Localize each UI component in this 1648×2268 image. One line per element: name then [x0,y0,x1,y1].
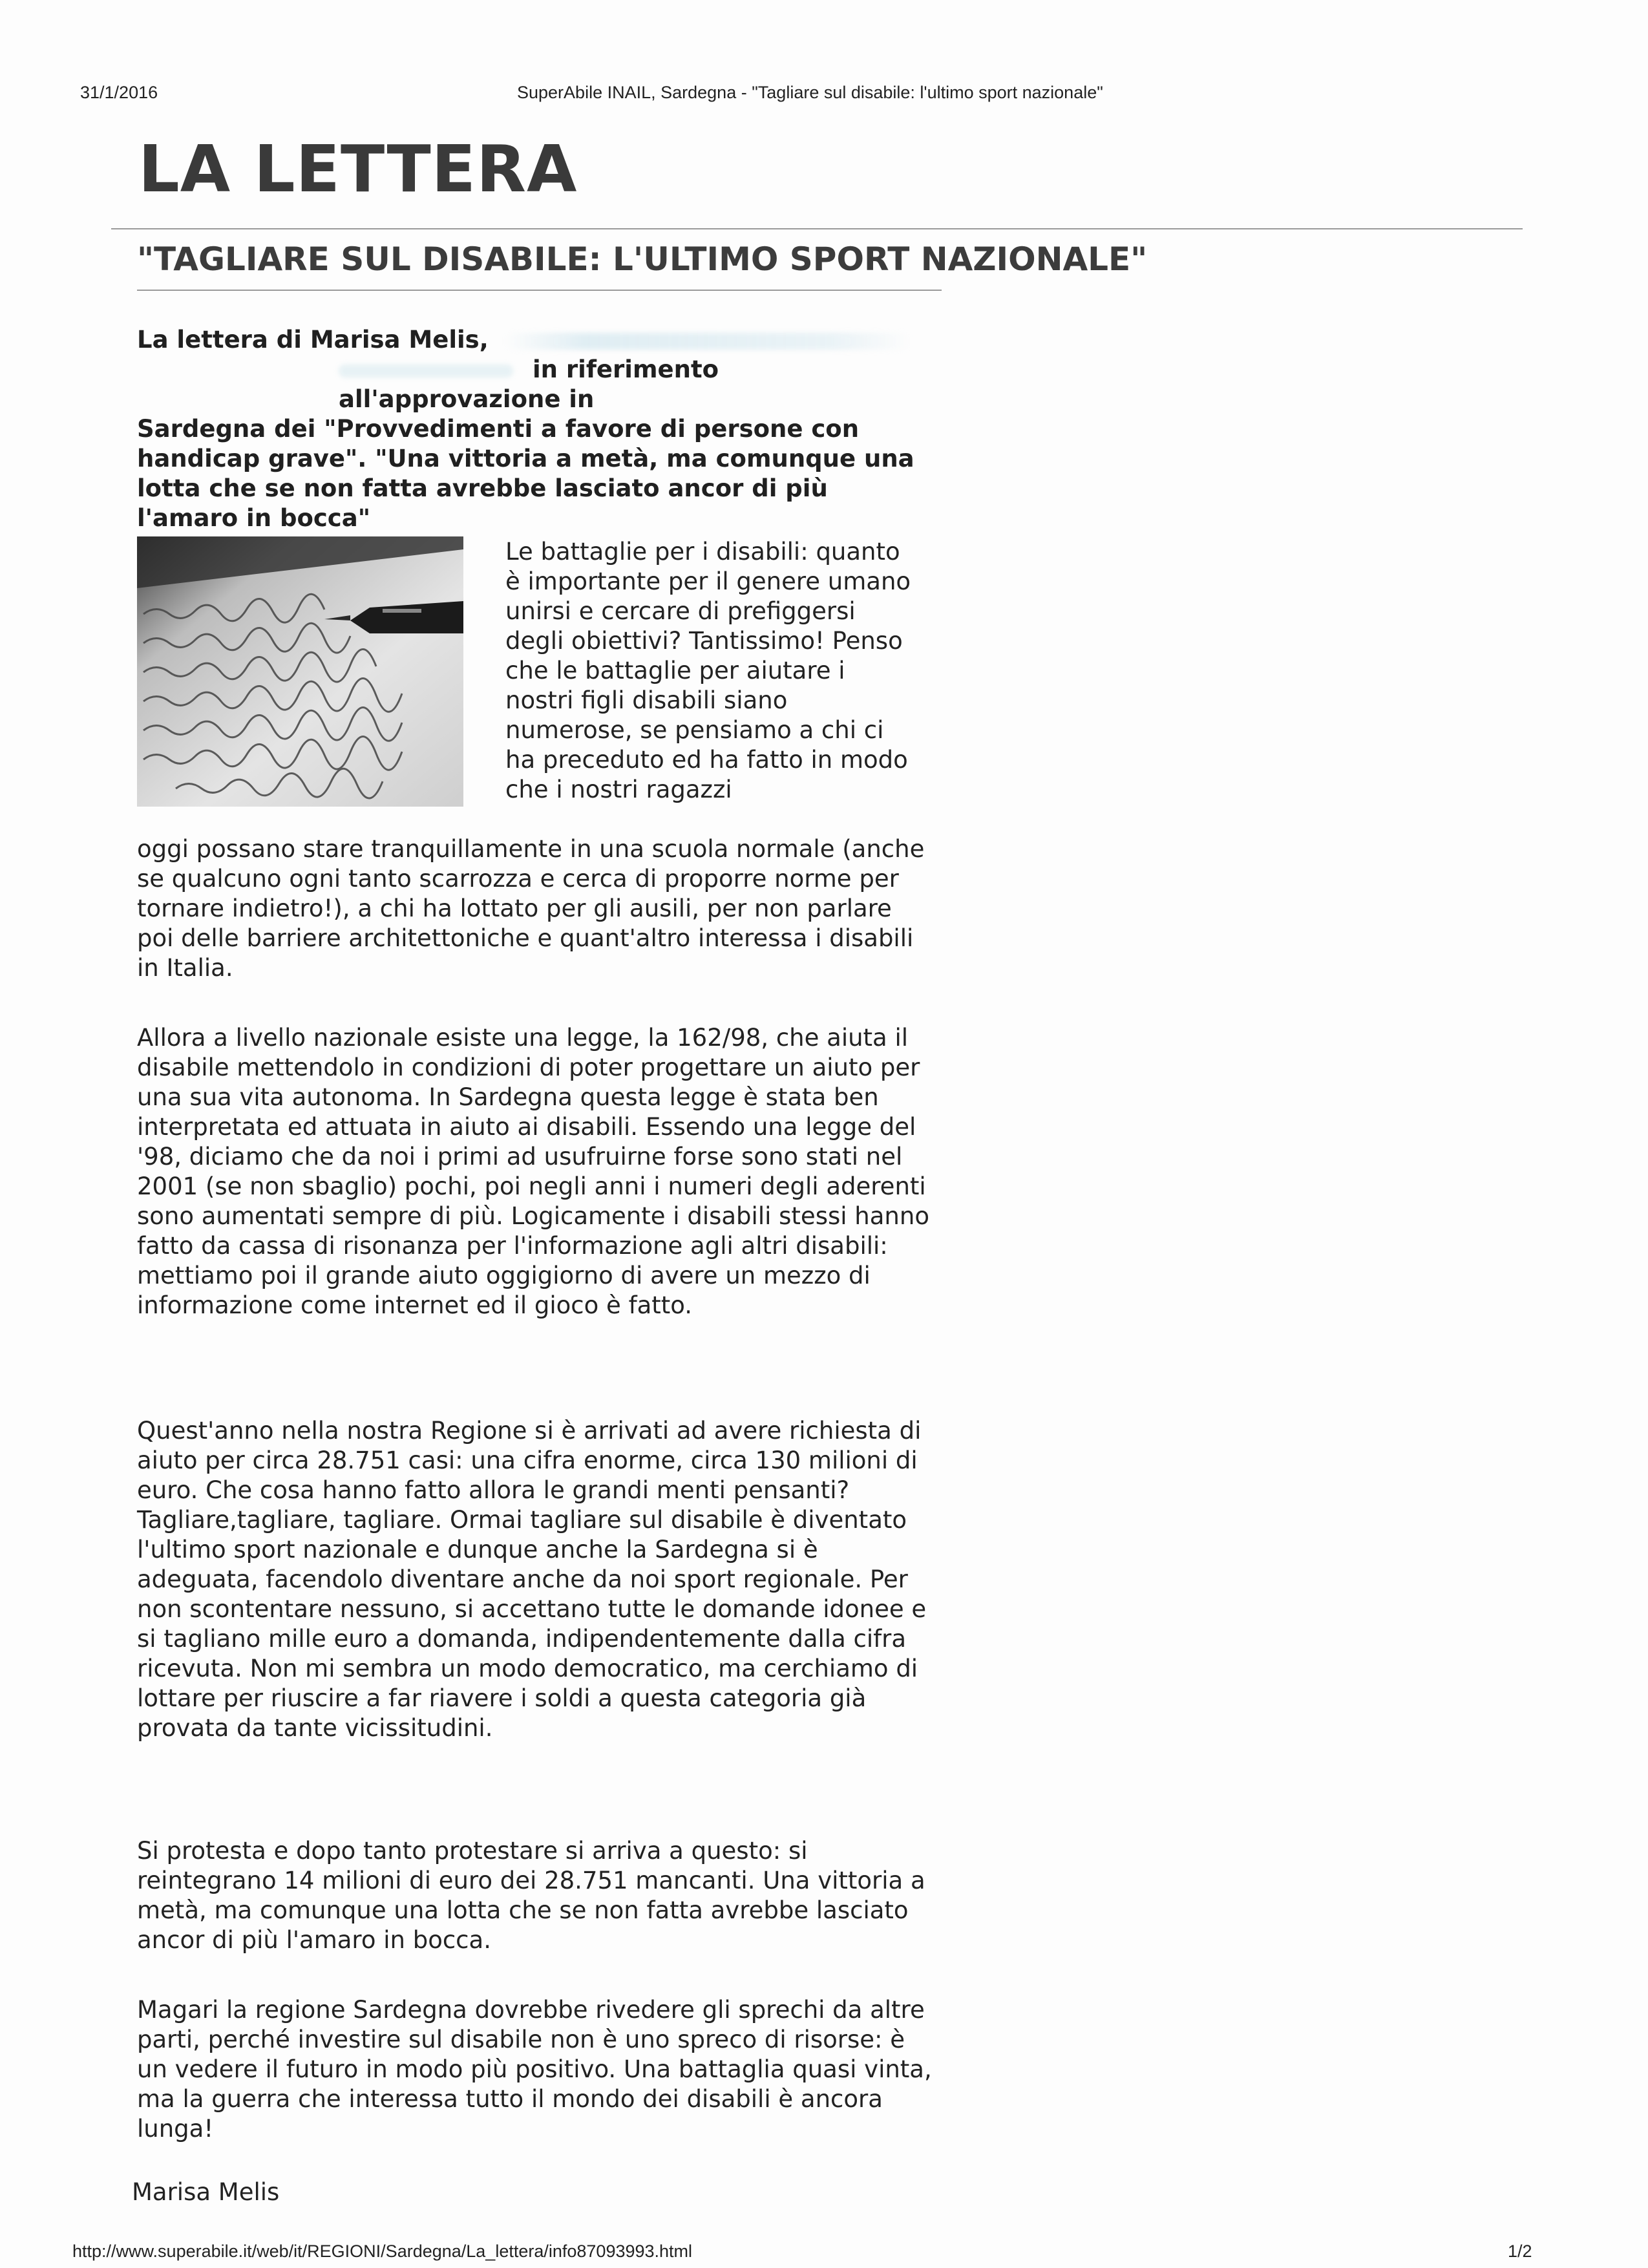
paragraph-4: Si protesta e dopo tanto protestare si arriva a questo: si reintegrano 14 milioni di euro dei 28.751 mancanti. Una vittoria a metà, ma comunque una lotta che se non fatta avrebbe lasciato ancor di più l'amaro in bocca. [137,1837,925,1954]
lead-line-1: La lettera di Marisa Melis, [137,326,489,354]
article-lead [137,325,932,533]
source-url: http://www.superabile.it/web/it/REGIONI/Sardegna/La_lettera/info87093993.html [72,2242,693,2261]
lead-line-2: in riferimento all'approvazione in [339,355,719,413]
redacted-blur [504,333,911,350]
headline-divider [137,290,942,291]
redacted-blur [339,365,513,377]
section-masthead: LA LETTERA [138,131,578,207]
paragraph-1-wrapped: Le battaglie per i disabili: quanto è importante per il genere umano unirsi e cercare di prefiggersi degli obiettivi? Tantissimo! Penso che le battaglie per aiutare i nostri figli disabili siano numerose, se pensiamo a chi ci ha preceduto ed ha fatto in modo che i nostri ragazzi [505,538,911,803]
lead-rest: Sardegna dei "Provvedimenti a favore di persone con handicap grave". "Una vittoria a metà, ma comunque una lotta che se non fatta avrebbe lasciato ancor di più l'amaro in bocca" [137,415,914,532]
paragraph-3: Quest'anno nella nostra Regione si è arrivati ad avere richiesta di aiuto per circa 28.751 casi: una cifra enorme, circa 130 milioni di euro. Che cosa hanno fatto allora le grandi menti pensanti? Tagliare,tagliare, tagliare. Ormai tagliare sul disabile è diventato l'ultimo sport nazionale e dunque anche la Sardegna si è adeguata, facendolo diventare anche da noi sport regionale. Per non scontentare nessuno, si accettano tutte le domande idonee e si tagliano mille euro a domanda, indipendentemente dalla cifra ricevuta. Non mi sembra un modo democratico, ma cerchiamo di lottare per riuscire a far riavere i soldi a questa categoria già provata da tante vicissitudini. [137,1417,927,1742]
print-date: 31/1/2016 [80,83,158,102]
article-headline: "TAGLIARE SUL DISABILE: L'ULTIMO SPORT NAZIONALE" [137,240,1148,278]
handwritten-letter-photo [137,536,463,807]
paragraph-1-continued: oggi possano stare tranquillamente in una scuola normale (anche se qualcuno ogni tanto scarrozza e cerca di proporre norme per tornare indietro!), a chi ha lottato per gli ausili, per non parlare poi delle barriere architettoniche e quant'altro interessa i disabili in Italia. [137,835,925,982]
print-page-title: SuperAbile INAIL, Sardegna - "Tagliare sul disabile: l'ultimo sport nazionale" [517,83,1103,102]
masthead-divider [111,228,1523,229]
paragraph-5: Magari la regione Sardegna dovrebbe rivedere gli sprechi da altre parti, perché investire sul disabile non è uno spreco di risorse: è un vedere il futuro in modo più positivo. Una battaglia quasi vinta, ma la guerra che interessa tutto il mondo dei disabili è ancora lunga! [137,1996,932,2143]
page-number: 1/2 [1508,2242,1532,2261]
author-signature: Marisa Melis [132,2178,280,2206]
paragraph-2: Allora a livello nazionale esiste una legge, la 162/98, che aiuta il disabile mettendolo in condizioni di poter progettare un aiuto per una sua vita autonoma. In Sardegna questa legge è stata ben interpretata ed attuata in aiuto ai disabili. Essendo una legge del '98, diciamo che da noi i primi ad usufruirne forse sono stati nel 2001 (se non sbaglio) pochi, poi negli anni i numeri degli aderenti sono aumentati sempre di più. Logicamente i disabili stessi hanno fatto da cassa di risonanza per l'informazione agli altri disabili: mettiamo poi il grande aiuto oggigiorno di avere un mezzo di informazione come internet ed il gioco è fatto. [137,1024,929,1319]
